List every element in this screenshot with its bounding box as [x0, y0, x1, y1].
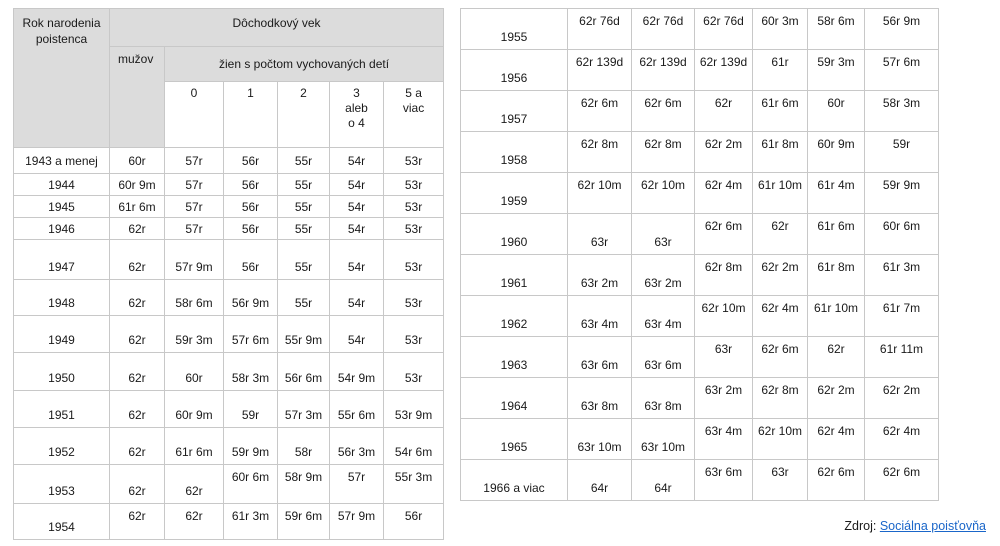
age-cell-w34: 57r 9m: [330, 504, 384, 540]
age-cell-w5: 53r: [384, 174, 444, 196]
children-col-2: 2: [278, 82, 330, 148]
age-cell-w1: 62r 8m: [695, 255, 753, 296]
age-cell-men: 62r: [110, 240, 165, 280]
age-cell-w5: 56r: [384, 504, 444, 540]
age-cell-w5: 53r: [384, 196, 444, 218]
age-cell-w34: 61r 4m: [808, 173, 865, 214]
age-cell-w34: 54r: [330, 196, 384, 218]
age-cell-w5: 53r: [384, 240, 444, 280]
table-row: [14, 280, 444, 316]
age-cell-w2: 55r: [278, 218, 330, 240]
retirement-age-table-left: [13, 8, 444, 540]
age-cell-men: 63r 4m: [568, 296, 632, 337]
age-cell-w1: 57r 6m: [224, 316, 278, 353]
age-cell-men: 62r: [110, 504, 165, 540]
age-cell-w5: 54r 6m: [384, 428, 444, 465]
age-cell-w2: 56r 6m: [278, 353, 330, 391]
birth-year-cell: 1949: [14, 316, 110, 353]
age-cell-men: 62r: [110, 316, 165, 353]
age-cell-men: 62r 8m: [568, 132, 632, 173]
children-col-5-label: 5 a viac: [402, 86, 425, 115]
age-cell-w5: 55r 3m: [384, 465, 444, 504]
age-cell-men: 64r: [568, 460, 632, 501]
age-cell-w34: 54r: [330, 174, 384, 196]
table-row: [14, 353, 444, 391]
source-label: Zdroj:: [844, 519, 877, 533]
age-cell-w0: 61r 6m: [165, 428, 224, 465]
age-cell-w34: 61r 6m: [808, 214, 865, 255]
table-row: [14, 465, 444, 504]
birth-year-cell: 1954: [14, 504, 110, 540]
birth-year-cell: 1945: [14, 196, 110, 218]
birth-year-cell: 1966 a viac: [461, 460, 568, 501]
age-cell-w1: 63r 2m: [695, 378, 753, 419]
age-cell-w1: 62r: [695, 91, 753, 132]
age-cell-w0: 63r: [632, 214, 695, 255]
age-cell-w2: 63r: [753, 460, 808, 501]
table-row: [461, 9, 939, 50]
birth-year-cell: 1962: [461, 296, 568, 337]
age-cell-w2: 55r 9m: [278, 316, 330, 353]
age-cell-w1: 59r: [224, 391, 278, 428]
age-cell-w5: 62r 2m: [865, 378, 939, 419]
source-note: [844, 519, 986, 533]
age-cell-men: 61r 6m: [110, 196, 165, 218]
age-cell-w1: 56r: [224, 218, 278, 240]
age-cell-w34: 54r: [330, 280, 384, 316]
birth-year-cell: 1953: [14, 465, 110, 504]
age-cell-w1: 62r 4m: [695, 173, 753, 214]
age-cell-men: 62r 139d: [568, 50, 632, 91]
age-cell-w5: 53r: [384, 218, 444, 240]
children-col-1: 1: [224, 82, 278, 148]
table-row: [14, 218, 444, 240]
age-cell-men: 62r: [110, 428, 165, 465]
age-cell-w0: 62r: [165, 504, 224, 540]
age-cell-w5: 59r 9m: [865, 173, 939, 214]
age-cell-w5: 56r 9m: [865, 9, 939, 50]
age-cell-men: 63r: [568, 214, 632, 255]
age-cell-men: 62r: [110, 391, 165, 428]
age-cell-w1: 62r 6m: [695, 214, 753, 255]
age-cell-w2: 62r 8m: [753, 378, 808, 419]
age-cell-w0: 63r 6m: [632, 337, 695, 378]
age-cell-men: 63r 6m: [568, 337, 632, 378]
age-cell-w1: 62r 10m: [695, 296, 753, 337]
age-cell-w1: 63r: [695, 337, 753, 378]
age-cell-w2: 55r: [278, 240, 330, 280]
age-cell-men: 63r 8m: [568, 378, 632, 419]
age-cell-w5: 53r: [384, 353, 444, 391]
age-cell-w5: 60r 6m: [865, 214, 939, 255]
age-cell-w34: 62r 2m: [808, 378, 865, 419]
age-cell-w2: 58r 9m: [278, 465, 330, 504]
age-cell-w34: 58r 6m: [808, 9, 865, 50]
birth-year-cell: 1964: [461, 378, 568, 419]
age-cell-w5: 59r: [865, 132, 939, 173]
age-cell-w1: 58r 3m: [224, 353, 278, 391]
age-cell-w34: 59r 3m: [808, 50, 865, 91]
retirement-age-header: Dôchodkový vek: [110, 9, 444, 47]
age-cell-w0: 57r: [165, 218, 224, 240]
age-cell-w5: 53r: [384, 316, 444, 353]
birth-year-cell: 1961: [461, 255, 568, 296]
age-cell-w0: 64r: [632, 460, 695, 501]
age-cell-men: 62r 10m: [568, 173, 632, 214]
age-cell-w2: 61r 8m: [753, 132, 808, 173]
age-cell-w5: 61r 11m: [865, 337, 939, 378]
age-cell-w5: 53r: [384, 280, 444, 316]
age-cell-men: 62r: [110, 280, 165, 316]
age-cell-w1: 62r 76d: [695, 9, 753, 50]
birth-year-cell: 1944: [14, 174, 110, 196]
age-cell-w5: 53r 9m: [384, 391, 444, 428]
age-cell-men: 63r 10m: [568, 419, 632, 460]
age-cell-men: 62r: [110, 218, 165, 240]
birth-year-cell: 1956: [461, 50, 568, 91]
age-cell-w1: 62r 2m: [695, 132, 753, 173]
age-cell-w0: 57r: [165, 174, 224, 196]
age-cell-w2: 60r 3m: [753, 9, 808, 50]
age-cell-w1: 56r: [224, 240, 278, 280]
age-cell-w34: 54r 9m: [330, 353, 384, 391]
age-cell-men: 62r: [110, 353, 165, 391]
women-header: žien s počtom vychovaných detí: [165, 47, 444, 82]
age-cell-w5: 53r: [384, 148, 444, 174]
age-cell-w34: 56r 3m: [330, 428, 384, 465]
age-cell-men: 63r 2m: [568, 255, 632, 296]
age-cell-w1: 59r 9m: [224, 428, 278, 465]
table-row: [14, 240, 444, 280]
age-cell-men: 62r 6m: [568, 91, 632, 132]
table-row: [14, 504, 444, 540]
age-cell-w0: 63r 2m: [632, 255, 695, 296]
birth-year-cell: 1963: [461, 337, 568, 378]
birth-year-cell: 1965: [461, 419, 568, 460]
table-row: [14, 316, 444, 353]
children-col-0: 0: [165, 82, 224, 148]
age-cell-w2: 62r 6m: [753, 337, 808, 378]
age-cell-w1: 56r: [224, 148, 278, 174]
age-cell-w34: 62r 6m: [808, 460, 865, 501]
birth-year-cell: 1959: [461, 173, 568, 214]
age-cell-w0: 62r 8m: [632, 132, 695, 173]
age-cell-w0: 58r 6m: [165, 280, 224, 316]
age-cell-w2: 62r: [753, 214, 808, 255]
age-cell-w5: 61r 3m: [865, 255, 939, 296]
birth-year-cell: 1943 a menej: [14, 148, 110, 174]
age-cell-w0: 63r 10m: [632, 419, 695, 460]
birth-year-cell: 1948: [14, 280, 110, 316]
age-cell-w0: 57r: [165, 148, 224, 174]
age-cell-w0: 59r 3m: [165, 316, 224, 353]
age-cell-w2: 58r: [278, 428, 330, 465]
age-cell-w2: 62r 10m: [753, 419, 808, 460]
table-row: [14, 174, 444, 196]
age-cell-w34: 62r: [808, 337, 865, 378]
age-cell-w2: 62r 4m: [753, 296, 808, 337]
age-cell-w0: 62r 139d: [632, 50, 695, 91]
birth-year-cell: 1947: [14, 240, 110, 280]
age-cell-w2: 61r: [753, 50, 808, 91]
age-cell-w1: 63r 6m: [695, 460, 753, 501]
age-cell-w34: 60r 9m: [808, 132, 865, 173]
source-link[interactable]: Sociálna poisťovňa: [879, 519, 986, 533]
age-cell-w34: 60r: [808, 91, 865, 132]
age-cell-men: 60r: [110, 148, 165, 174]
age-cell-w0: 62r 6m: [632, 91, 695, 132]
table-row: [461, 50, 939, 91]
table-row: [461, 214, 939, 255]
age-cell-w0: 60r: [165, 353, 224, 391]
age-cell-w0: 60r 9m: [165, 391, 224, 428]
age-cell-w0: 63r 8m: [632, 378, 695, 419]
age-cell-w34: 61r 8m: [808, 255, 865, 296]
table-row: [14, 428, 444, 465]
table-row: [461, 460, 939, 501]
age-cell-w2: 55r: [278, 148, 330, 174]
age-cell-w2: 61r 6m: [753, 91, 808, 132]
age-cell-men: 60r 9m: [110, 174, 165, 196]
age-cell-w2: 57r 3m: [278, 391, 330, 428]
birth-year-cell: 1958: [461, 132, 568, 173]
age-cell-w5: 61r 7m: [865, 296, 939, 337]
age-cell-w5: 58r 3m: [865, 91, 939, 132]
children-col-3-4: [330, 82, 384, 148]
age-cell-w1: 56r 9m: [224, 280, 278, 316]
age-cell-w2: 62r 2m: [753, 255, 808, 296]
age-cell-w0: 62r 76d: [632, 9, 695, 50]
age-cell-w34: 55r 6m: [330, 391, 384, 428]
age-cell-w1: 56r: [224, 174, 278, 196]
age-cell-w0: 57r 9m: [165, 240, 224, 280]
birth-year-header: Rok narodenia poistenca: [14, 9, 110, 148]
age-cell-w1: 56r: [224, 196, 278, 218]
age-cell-men: 62r: [110, 465, 165, 504]
table-row: [461, 337, 939, 378]
age-cell-w0: 63r 4m: [632, 296, 695, 337]
age-cell-w34: 62r 4m: [808, 419, 865, 460]
age-cell-w2: 55r: [278, 196, 330, 218]
age-cell-w1: 63r 4m: [695, 419, 753, 460]
table-row: [461, 378, 939, 419]
age-cell-w5: 57r 6m: [865, 50, 939, 91]
age-cell-w5: 62r 6m: [865, 460, 939, 501]
age-cell-w0: 62r: [165, 465, 224, 504]
right-table-body: [461, 9, 939, 501]
birth-year-cell: 1946: [14, 218, 110, 240]
table-row: [14, 148, 444, 174]
birth-year-cell: 1951: [14, 391, 110, 428]
table-row: [461, 132, 939, 173]
age-cell-w0: 62r 10m: [632, 173, 695, 214]
children-col-5: [384, 82, 444, 148]
table-row: [461, 255, 939, 296]
birth-year-cell: 1960: [461, 214, 568, 255]
age-cell-w5: 62r 4m: [865, 419, 939, 460]
table-row: [14, 391, 444, 428]
age-cell-w1: 62r 139d: [695, 50, 753, 91]
men-header: mužov: [110, 47, 165, 148]
retirement-age-table-right: [460, 8, 939, 501]
table-row: [14, 196, 444, 218]
table-row: [461, 91, 939, 132]
age-cell-w2: 55r: [278, 174, 330, 196]
age-cell-w34: 54r: [330, 148, 384, 174]
age-cell-w1: 60r 6m: [224, 465, 278, 504]
age-cell-w34: 54r: [330, 240, 384, 280]
age-cell-w34: 61r 10m: [808, 296, 865, 337]
table-row: [461, 296, 939, 337]
age-cell-men: 62r 76d: [568, 9, 632, 50]
birth-year-cell: 1950: [14, 353, 110, 391]
children-col-3-4-label: 3 aleb o 4: [345, 86, 368, 130]
table-row: [461, 419, 939, 460]
birth-year-cell: 1957: [461, 91, 568, 132]
birth-year-cell: 1952: [14, 428, 110, 465]
left-table-body: [14, 148, 444, 540]
birth-year-cell: 1955: [461, 9, 568, 50]
age-cell-w34: 57r: [330, 465, 384, 504]
age-cell-w2: 61r 10m: [753, 173, 808, 214]
age-cell-w2: 59r 6m: [278, 504, 330, 540]
age-cell-w1: 61r 3m: [224, 504, 278, 540]
age-cell-w34: 54r: [330, 218, 384, 240]
age-cell-w2: 55r: [278, 280, 330, 316]
table-row: [461, 173, 939, 214]
age-cell-w0: 57r: [165, 196, 224, 218]
age-cell-w34: 54r: [330, 316, 384, 353]
